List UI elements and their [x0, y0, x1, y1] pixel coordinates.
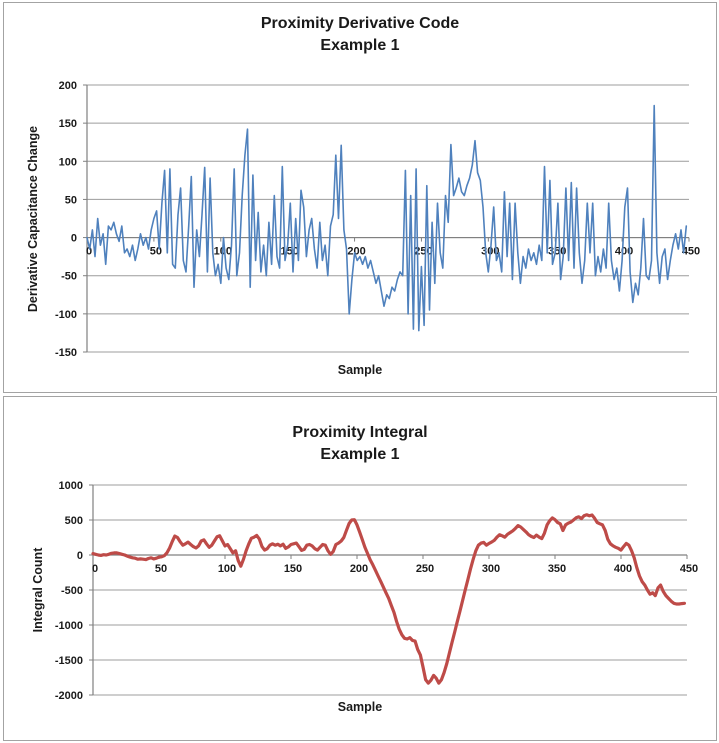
svg-text:-100: -100: [54, 308, 77, 321]
svg-text:500: 500: [64, 515, 83, 527]
integral-chart-card: [3, 396, 717, 741]
svg-text:1000: 1000: [58, 480, 83, 492]
derivative-x-axis-title: Sample: [337, 363, 383, 377]
svg-text:300: 300: [481, 563, 501, 575]
derivative-title-line2: Example 1: [320, 37, 400, 54]
svg-text:400: 400: [614, 245, 634, 258]
svg-text:350: 350: [548, 245, 567, 258]
derivative-y-axis-title: Derivative Capacitance Change: [26, 125, 40, 313]
integral-title-line2: Example 1: [320, 446, 400, 463]
svg-text:150: 150: [280, 245, 299, 258]
svg-text:100: 100: [58, 156, 77, 169]
svg-text:450: 450: [679, 563, 699, 575]
svg-text:0: 0: [76, 550, 83, 562]
derivative-chart-card: [3, 2, 717, 393]
svg-text:200: 200: [58, 80, 77, 92]
svg-text:250: 250: [415, 563, 435, 575]
svg-text:150: 150: [283, 563, 303, 575]
integral-title-line1: Proximity Integral: [292, 424, 428, 441]
svg-text:0: 0: [70, 232, 77, 245]
svg-text:-1500: -1500: [54, 655, 83, 667]
integral-x-axis-title: Sample: [337, 700, 383, 714]
svg-text:-2000: -2000: [54, 690, 83, 702]
svg-text:0: 0: [91, 563, 99, 575]
svg-text:50: 50: [149, 245, 163, 258]
derivative-title-line1: Proximity Derivative Code: [260, 15, 460, 32]
svg-text:-150: -150: [54, 347, 77, 359]
integral-plot-area: [4, 397, 716, 740]
svg-text:400: 400: [613, 563, 633, 575]
svg-text:150: 150: [58, 118, 77, 131]
svg-text:-1000: -1000: [54, 620, 83, 632]
svg-text:450: 450: [681, 245, 701, 258]
svg-text:50: 50: [64, 194, 77, 207]
svg-text:200: 200: [347, 245, 366, 258]
svg-text:200: 200: [349, 563, 369, 575]
svg-text:250: 250: [414, 245, 433, 258]
svg-text:-50: -50: [61, 270, 77, 283]
svg-text:300: 300: [481, 245, 500, 258]
svg-text:-500: -500: [60, 585, 83, 597]
derivative-plot-area: [4, 3, 716, 392]
svg-text:100: 100: [213, 245, 232, 258]
svg-text:350: 350: [547, 563, 567, 575]
svg-text:100: 100: [217, 563, 237, 575]
svg-text:50: 50: [154, 563, 168, 575]
svg-text:0: 0: [85, 245, 93, 258]
integral-y-axis-title: Integral Count: [31, 547, 45, 633]
